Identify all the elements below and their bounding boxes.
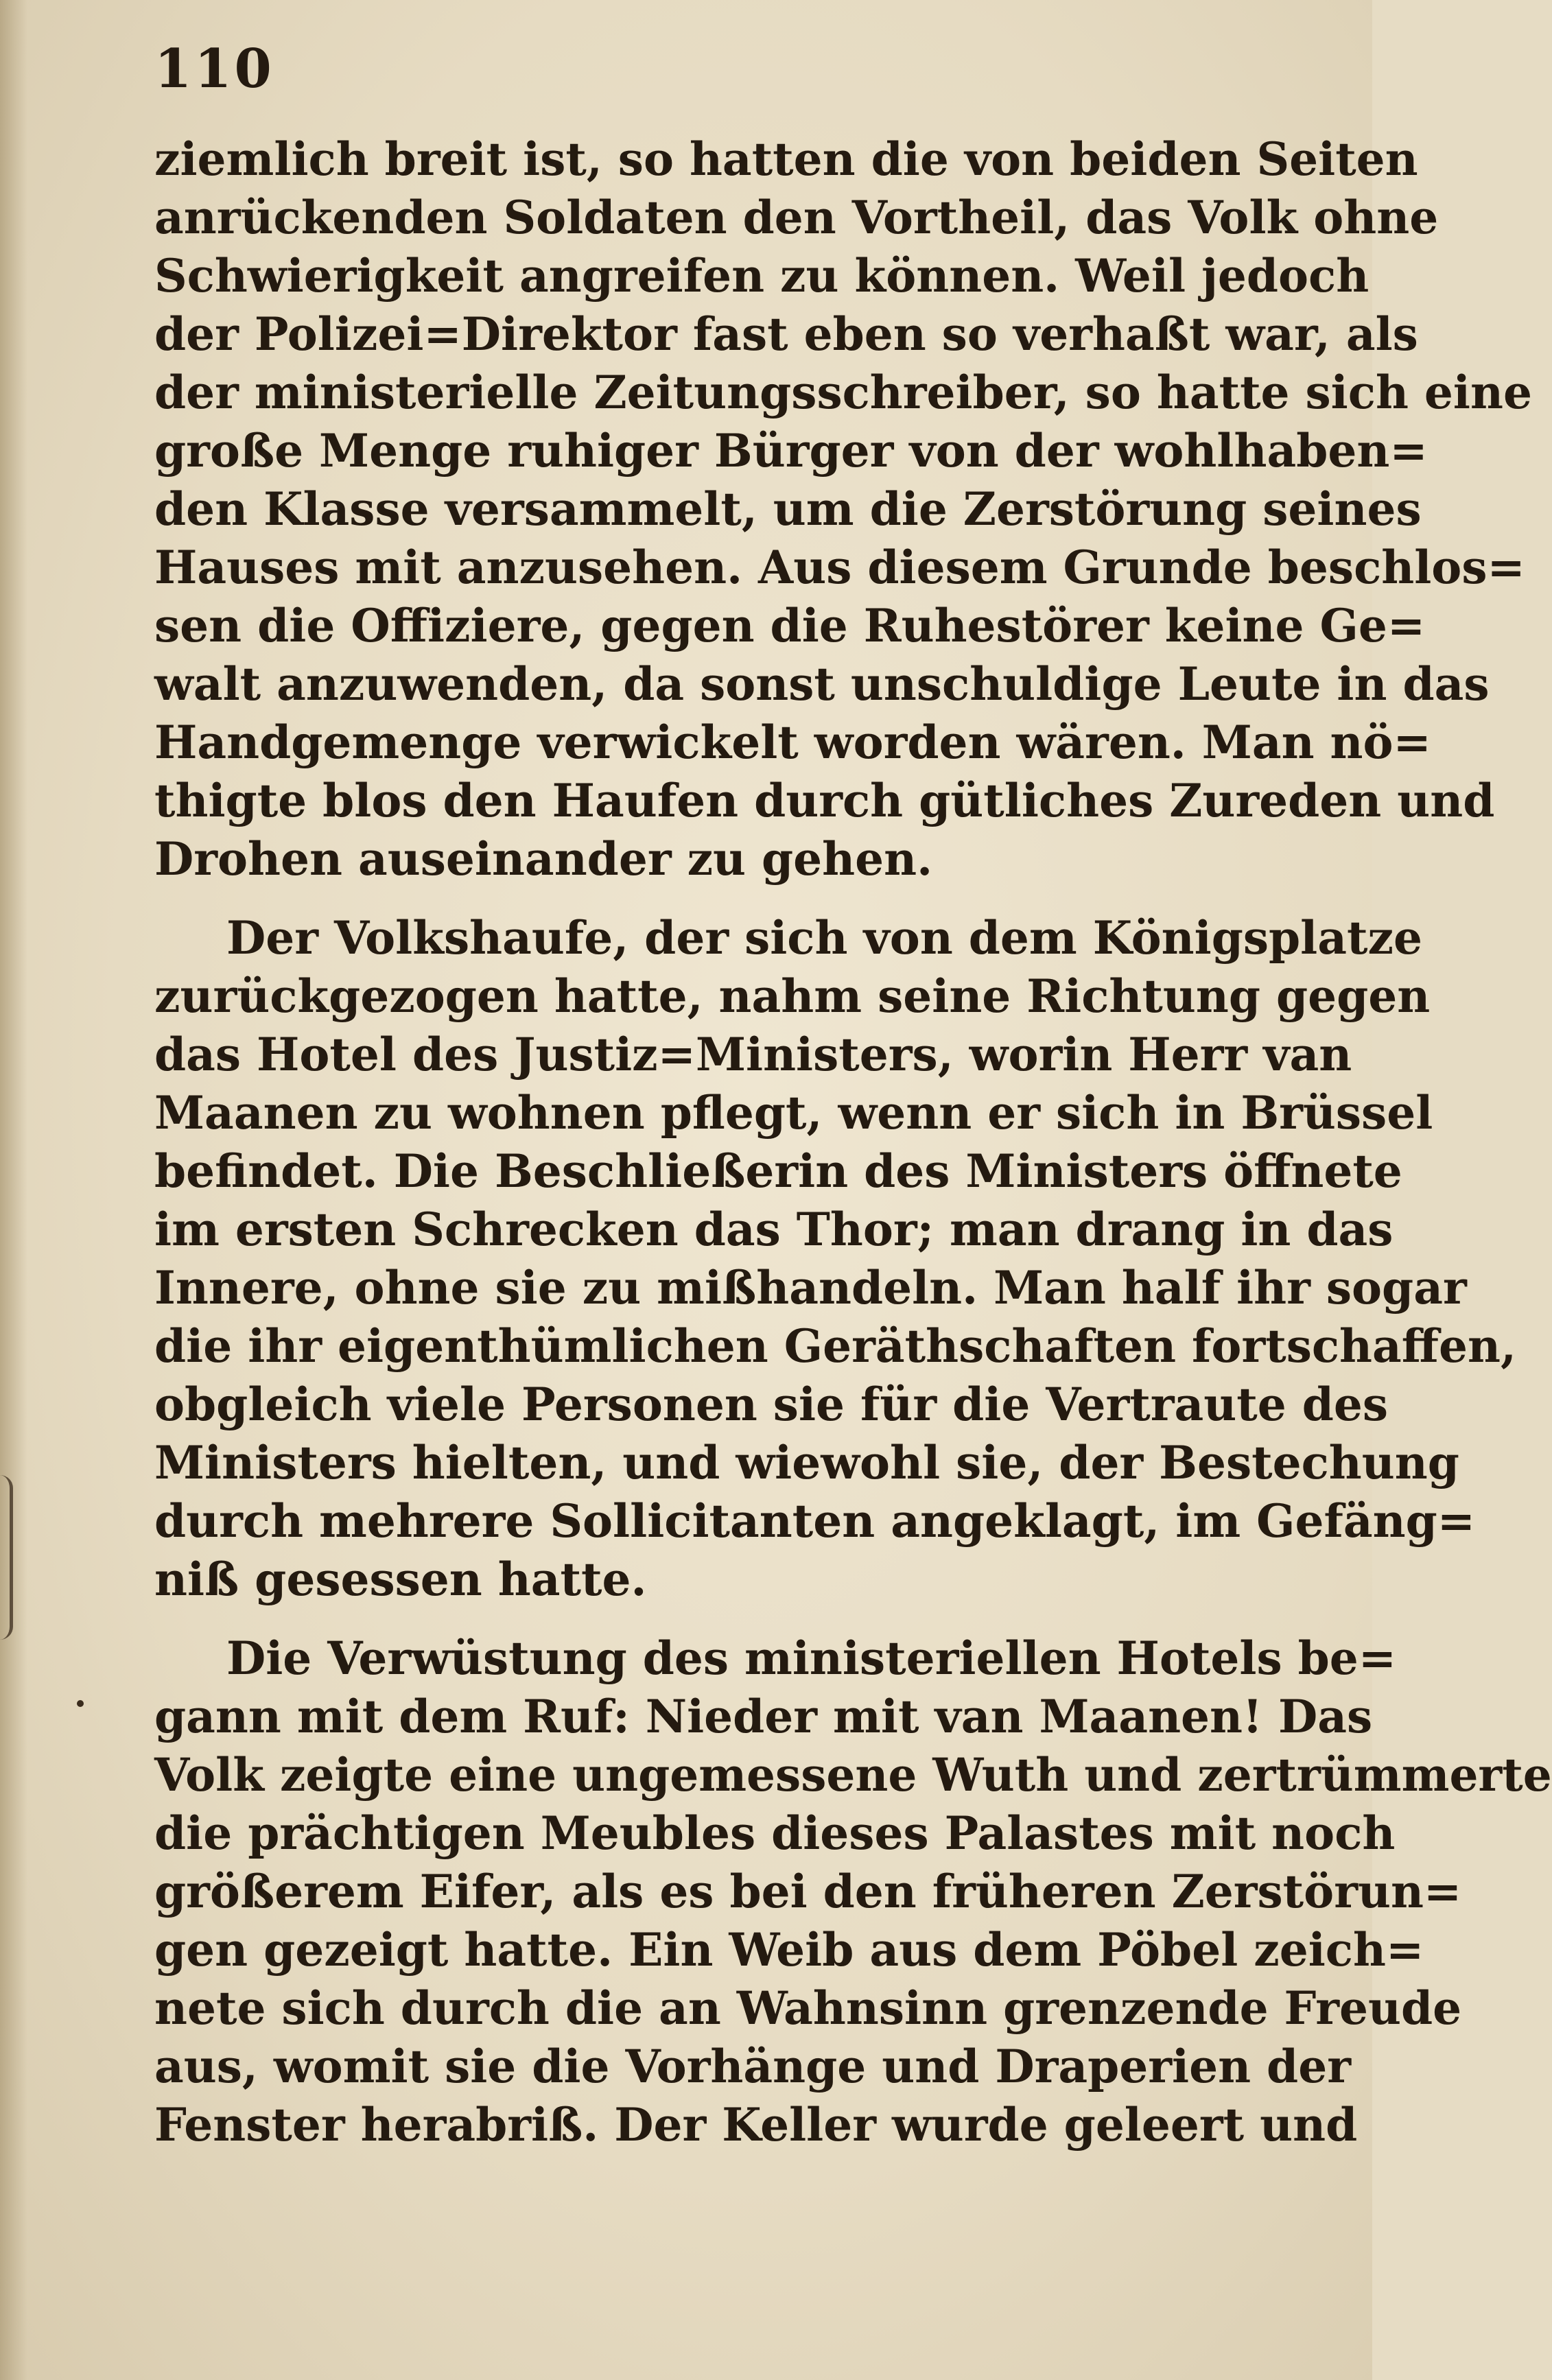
gutter-shadow [0, 0, 27, 2380]
paragraph [154, 130, 1532, 888]
paragraph-gap [154, 888, 1300, 909]
text-line: die ihr eigenthümlichen Geräthschaften fortschaffen, [154, 1319, 1516, 1373]
text-line: niß gesessen hatte. [154, 1553, 647, 1606]
text-line: den Klasse versammelt, um die Zerstörung seines [154, 482, 1422, 536]
text-line: Maanen zu wohnen pflegt, wenn er sich in Brüssel [154, 1086, 1433, 1140]
text-line: der Polizei=Direktor fast eben so verhaßt war, als [154, 307, 1418, 361]
text-line: ziemlich breit ist, so hatten die von beiden Seiten [154, 132, 1418, 186]
paragraph [154, 909, 1516, 1609]
text-line: thigte blos den Haufen durch gütliches Zureden und [154, 774, 1495, 827]
text-line: sen die Offiziere, gegen die Ruhestörer keine Ge= [154, 599, 1426, 652]
text-line: im ersten Schrecken das Thor; man drang in das [154, 1203, 1394, 1256]
text-line: große Menge ruhiger Bürger von der wohlhaben= [154, 424, 1428, 478]
text-line: die prächtigen Meubles dieses Palastes mit noch [154, 1806, 1396, 1860]
page-edge-mark [0, 1475, 13, 1640]
text-line: walt anzuwenden, da sonst unschuldige Leute in das [154, 657, 1490, 711]
text-line: nete sich durch die an Wahnsinn grenzende Freude [154, 1981, 1462, 2035]
text-line: anrückenden Soldaten den Vortheil, das Volk ohne [154, 191, 1439, 244]
text-line: obgleich viele Personen sie für die Vertraute des [154, 1378, 1388, 1431]
text-line: Innere, ohne sie zu mißhandeln. Man half ihr sogar [154, 1261, 1467, 1315]
text-line: zurückgezogen hatte, nahm seine Richtung gegen [154, 969, 1431, 1023]
text-line: gann mit dem Ruf: Nieder mit van Maanen! Das [154, 1690, 1373, 1743]
text-line: Volk zeigte eine ungemessene Wuth und zertrümmerte [154, 1748, 1552, 1802]
text-line: Die Verwüstung des ministeriellen Hotels be= [226, 1631, 1397, 1685]
text-line: Handgemenge verwickelt worden wären. Man nö= [154, 716, 1431, 769]
text-line: befindet. Die Beschließerin des Ministers öffnete [154, 1144, 1402, 1198]
page-number: 110 [154, 38, 274, 100]
text-line: Ministers hielten, und wiewohl sie, der Bestechung [154, 1436, 1459, 1489]
text-line: gen gezeigt hatte. Ein Weib aus dem Pöbel zeich= [154, 1923, 1424, 1977]
paragraph [154, 1629, 1552, 2154]
text-line: das Hotel des Justiz=Ministers, worin Herr van [154, 1028, 1352, 1081]
margin-dot [77, 1700, 84, 1707]
text-line: Schwierigkeit angreifen zu können. Weil jedoch [154, 249, 1369, 303]
text-line: durch mehrere Sollicitanten angeklagt, im Gefäng= [154, 1494, 1476, 1548]
text-line: Hauses mit anzusehen. Aus diesem Grunde beschlos= [154, 541, 1525, 594]
text-line: Drohen auseinander zu gehen. [154, 832, 933, 886]
text-line: der ministerielle Zeitungsschreiber, so hatte sich eine [154, 366, 1532, 419]
text-line: Fenster herabriß. Der Keller wurde geleert und [154, 2098, 1358, 2152]
paragraph-gap [154, 1609, 1300, 1629]
text-line: Der Volkshaufe, der sich von dem Königsplatze [226, 911, 1422, 965]
text-line: größerem Eifer, als es bei den früheren Zerstörun= [154, 1865, 1462, 1918]
body-text [154, 130, 1552, 2154]
text-line: aus, womit sie die Vorhänge und Draperien der [154, 2040, 1351, 2093]
